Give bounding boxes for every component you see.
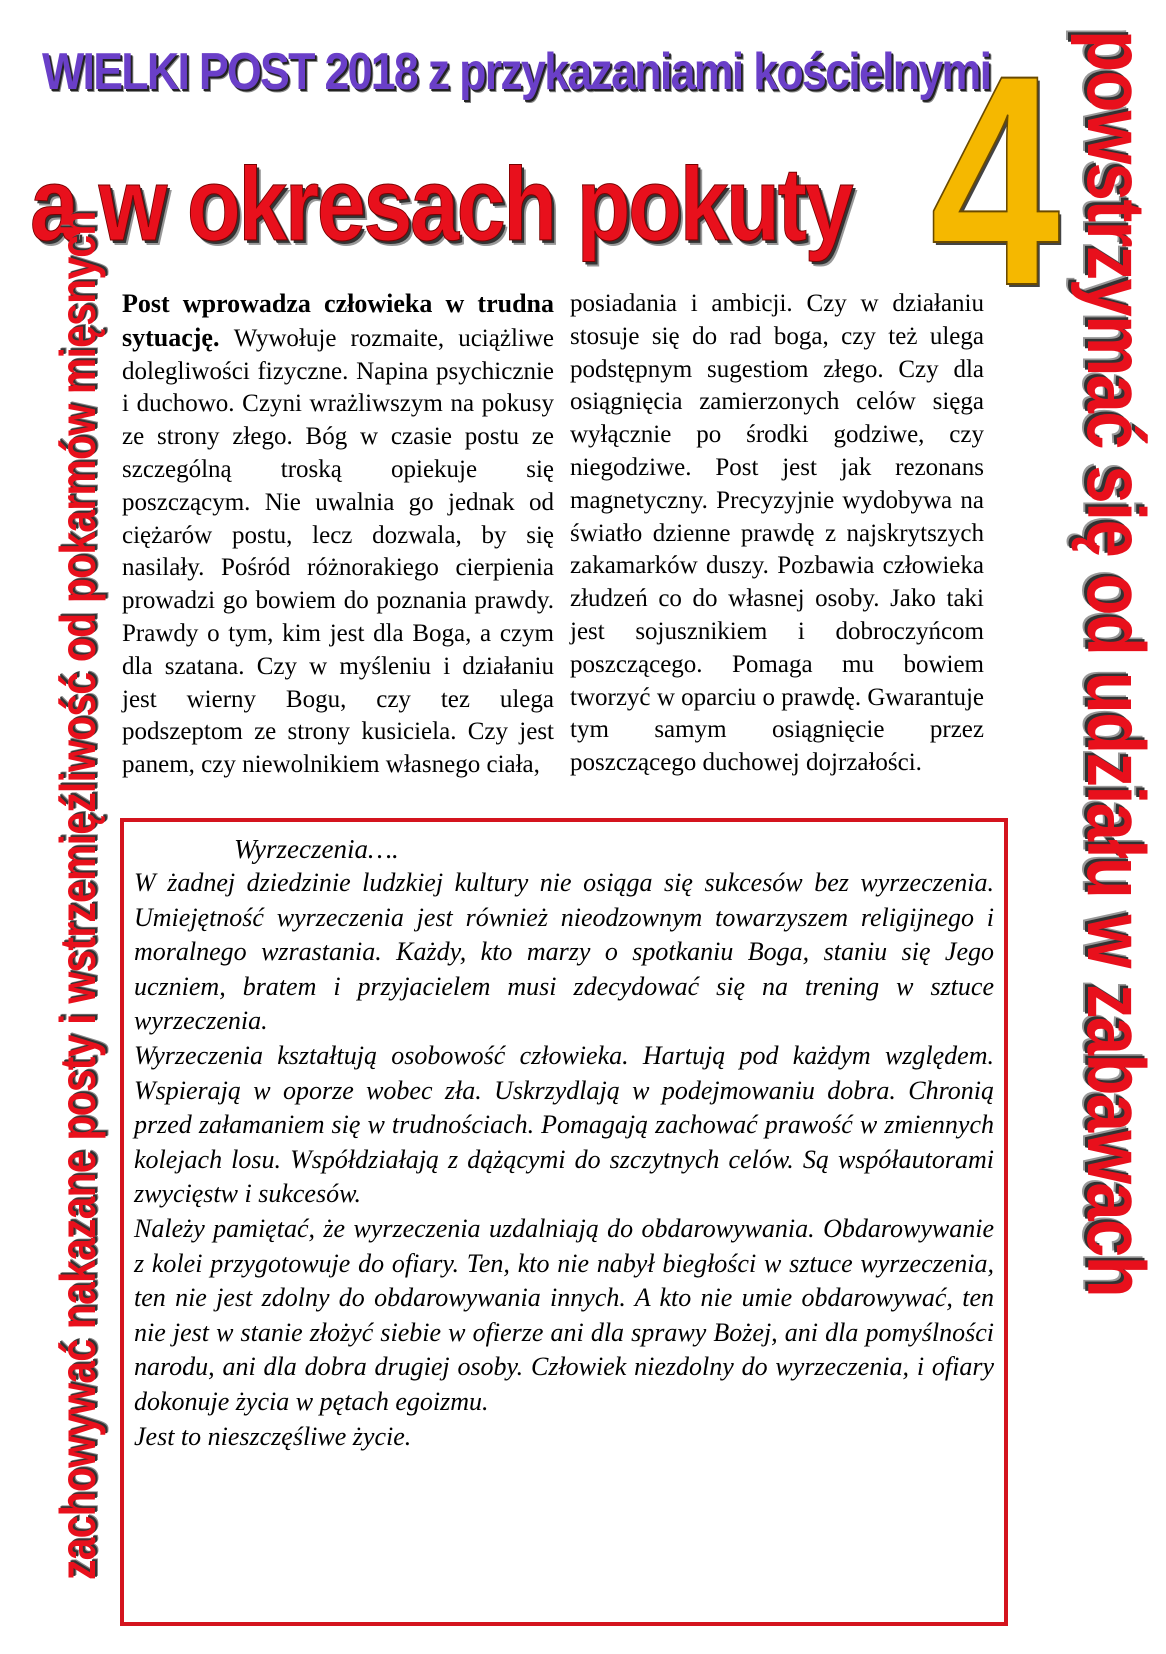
- article-column-2-body: posiadania i ambicji. Czy w działaniu stosuje się do rad boga, czy też ulega podstępnym sugestiom złego. Czy dla osiągnięcia zamierzonych celów sięga wyłącznie po środki godziwe, czy niegodziwe. Post jest jak rezonans magnetyczny. Precyzyjnie wydobywa na światło dzienne prawdę z najskrytszych zakamarków duszy. Pozbawia człowieka złudzeń co do własnej osoby. Jako taki jest sojusznikiem i dobroczyńcom poszczącego. Pomaga mu bowiem tworzyć w oparciu o prawdę. Gwarantuje tym samym osiągnięcie przez poszczącego duchowej dojrzałości.: [570, 290, 984, 777]
- box-paragraph-2: Wyrzeczenia kształtują osobowość człowieka. Hartują pod każdym względem. Wspierają w oporze wobec zła. Uskrzydlają w podejmowaniu dobra. Chronią przed załamaniem się w trudnościach. Pomagają zachować prawość w zmiennych kolejach losu. Współdziałają z dążącymi do szczytnych celów. Są współautorami zwycięstw i sukcesów.: [134, 1040, 994, 1209]
- box-paragraph-3: Należy pamiętać, że wyrzeczenia uzdalniają do obdarowywania. Obdarowywanie z kolei przygotowuje do ofiary. Ten, kto nie nabył biegłości w sztuce wyrzeczenia, ten nie jest zdolny do obdarowywania innych. A kto nie umie obdarowywać, ten nie jest w stanie złożyć siebie w ofierze ani dla sprawy Bożej, ani dla pomyślności narodu, ani dla dobra drugiej osoby. Człowiek niezdolny do wyrzeczenia, i ofiary dokonuje życia w pętach egoizmu.: [134, 1213, 994, 1416]
- right-vertical-text: powstrzymać się od udziału w zabawach: [1070, 30, 1161, 1297]
- right-vertical-banner: [1070, 30, 1160, 1630]
- article-column-1-body: Wywołuje rozmaite, uciążliwe dolegliwości fizyczne. Napina psychicznie i duchowo. Czyni wrażliwszym na pokusy ze strony złego. Bóg w czasie postu ze szczególną troską opiekuje się poszczącym. Nie uwalnia go jednak od ciężarów postu, lecz dozwala, by się nasilały. Pośród różnorakiego cierpienia prowadzi go bowiem do poznania prawdy. Prawdy o tym, kim jest dla Boga, a czym dla szatana. Czy w myśleniu i działaniu jest wierny Bogu, czy tez ulega podszeptom ze strony kusiciela. Czy jest panem, czy niewolnikiem własnego ciała,: [122, 324, 554, 779]
- page-title-main: a w okresach pokuty: [30, 147, 852, 263]
- article-column-1: [122, 288, 554, 782]
- left-vertical-banner: [50, 211, 110, 1590]
- box-paragraph-4: Jest to nieszczęśliwe życie.: [134, 1421, 412, 1451]
- box-title: Wyrzeczenia….: [234, 834, 399, 864]
- article-column-2: [570, 288, 984, 780]
- renunciation-box: [120, 818, 1008, 1626]
- box-paragraph-1: W żadnej dziedzinie ludzkiej kultury nie osiąga się sukcesów bez wyrzeczenia. Umiejętność wyrzeczenia jest również nieodzownym towarzyszem religijnego i moralnego wzrastania. Każdy, kto marzy o spotkaniu Boga, staniu się Jego uczniem, bratem i przyjacielem musi zdecydować się na trening w sztuce wyrzeczenia.: [134, 868, 994, 1036]
- left-vertical-text: zachowywać nakazane posty i wstrzemięźliwość od pokarmów mięsnych: [50, 211, 106, 1580]
- commandment-number: 4: [930, 12, 1061, 348]
- page-title-top: WIELKI POST 2018 z przykazaniami kościelnymi: [42, 43, 991, 101]
- article-lead: Post wprowadza człowieka w trudna sytuację.: [122, 289, 554, 352]
